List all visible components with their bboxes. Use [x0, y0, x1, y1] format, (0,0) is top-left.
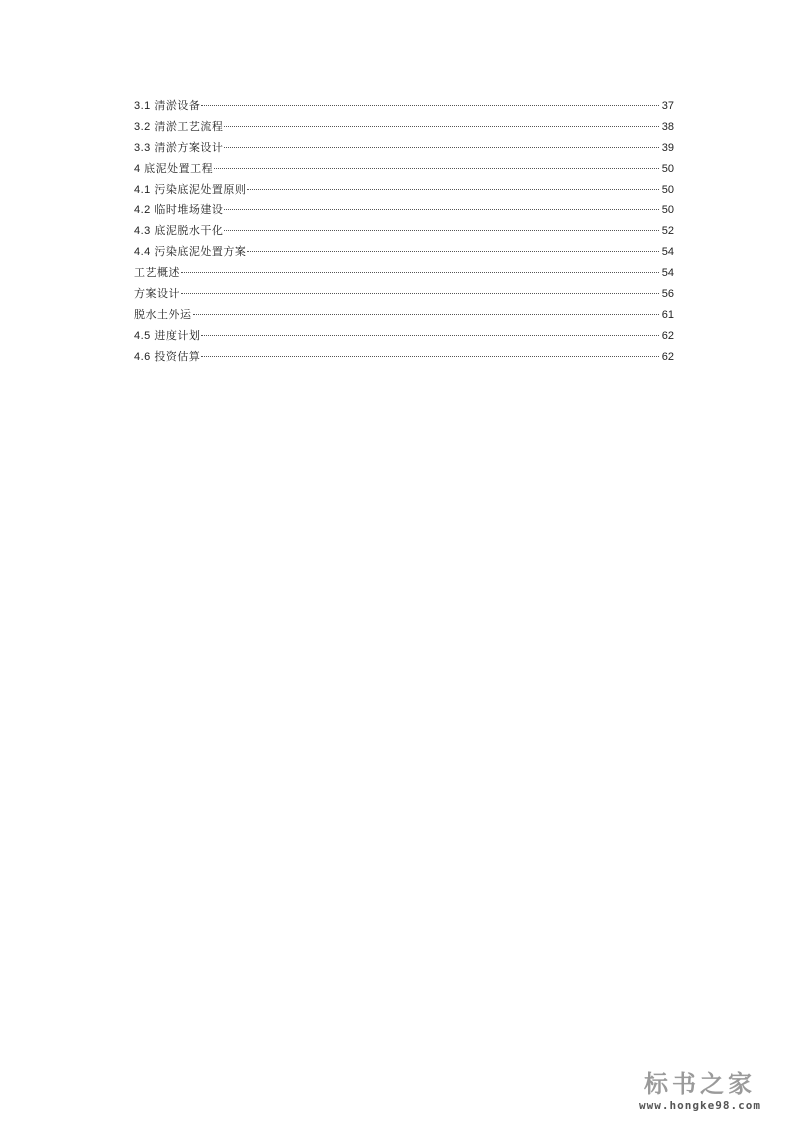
toc-entry-label: 3.2 清淤工艺流程	[134, 120, 224, 133]
toc-leader-dots	[201, 105, 659, 106]
toc-entry[interactable]	[134, 139, 674, 160]
toc-entry-page: 54	[661, 267, 674, 280]
toc-entry-label: 4.2 临时堆场建设	[134, 204, 224, 217]
toc-entry-label: 4.6 投资估算	[134, 350, 201, 363]
toc-entry[interactable]	[134, 306, 674, 327]
toc-entry[interactable]	[134, 243, 674, 264]
toc-leader-dots	[201, 335, 659, 336]
toc-leader-dots	[224, 209, 659, 210]
toc-entry[interactable]	[134, 327, 674, 348]
toc-entry[interactable]	[134, 222, 674, 243]
toc-entry-page: 50	[661, 162, 674, 175]
toc-entry[interactable]	[134, 201, 674, 222]
toc-entry-page: 38	[661, 120, 674, 133]
toc-entry-label: 脱水土外运	[134, 308, 192, 321]
toc-entry-page: 62	[661, 350, 674, 363]
toc-leader-dots	[214, 168, 659, 169]
toc-entry[interactable]	[134, 181, 674, 202]
toc-leader-dots	[224, 126, 659, 127]
toc-entry-label: 4.4 污染底泥处置方案	[134, 246, 247, 259]
watermark-url: www.hongke98.com	[639, 1099, 761, 1112]
toc-leader-dots	[224, 230, 659, 231]
toc-entry-page: 50	[661, 183, 674, 196]
toc-entry-page: 61	[661, 308, 674, 321]
toc-leader-dots	[201, 356, 659, 357]
toc-entry-page: 39	[661, 141, 674, 154]
watermark-title: 标书之家	[644, 1069, 756, 1098]
toc-entry-label: 4.5 进度计划	[134, 329, 201, 342]
toc-entry-label: 3.3 清淤方案设计	[134, 141, 224, 154]
toc-entry-page: 54	[661, 246, 674, 259]
toc-entry[interactable]	[134, 118, 674, 139]
toc-entry-page: 56	[661, 288, 674, 301]
toc-entry-page: 52	[661, 225, 674, 238]
toc-entry[interactable]	[134, 160, 674, 181]
watermark	[625, 1069, 775, 1112]
toc-leader-dots	[181, 272, 659, 273]
toc-leader-dots	[224, 147, 659, 148]
toc-entry[interactable]	[134, 348, 674, 369]
toc-leader-dots	[181, 293, 659, 294]
toc-entry[interactable]	[134, 97, 674, 118]
table-of-contents	[134, 97, 674, 369]
toc-entry-page: 62	[661, 329, 674, 342]
toc-entry-label: 3.1 清淤设备	[134, 100, 201, 112]
toc-leader-dots	[247, 251, 659, 252]
toc-entry-page: 37	[661, 100, 674, 112]
toc-leader-dots	[247, 189, 659, 190]
toc-entry-label: 4 底泥处置工程	[134, 162, 214, 175]
toc-entry[interactable]	[134, 285, 674, 306]
toc-entry-label: 方案设计	[134, 288, 180, 301]
toc-entry[interactable]	[134, 264, 674, 285]
toc-leader-dots	[193, 314, 660, 315]
toc-entry-label: 4.3 底泥脱水干化	[134, 225, 224, 238]
toc-entry-label: 4.1 污染底泥处置原则	[134, 183, 247, 196]
toc-entry-page: 50	[661, 204, 674, 217]
toc-entry-label: 工艺概述	[134, 267, 180, 280]
